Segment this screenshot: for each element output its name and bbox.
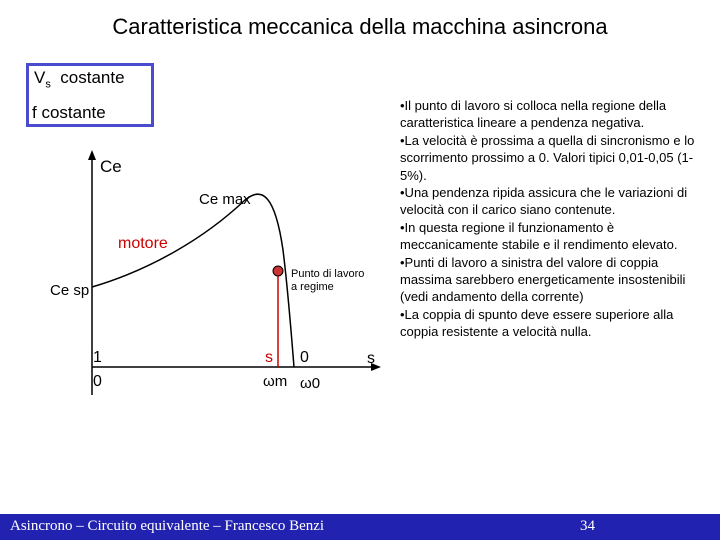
starting-torque-label: Ce sp	[50, 282, 90, 299]
operating-point-label-line2: a regime	[291, 281, 334, 293]
operating-point-marker	[273, 266, 283, 276]
page-number: 34	[580, 518, 595, 534]
torque-axis-arrow	[88, 150, 96, 160]
f-constant-label: f costante	[32, 103, 106, 122]
vs-subscript: s	[45, 78, 51, 91]
y-axis-label: Ce	[100, 157, 122, 176]
explanation-bullets	[400, 97, 708, 341]
bullet-item: •Il punto di lavoro si colloca nella regione della caratteristica lineare a pendenza negativa.	[400, 98, 667, 131]
slip-tick-s: s	[265, 349, 273, 366]
vs-text: costante	[60, 68, 125, 87]
omega-tick-m: ωm	[263, 373, 288, 390]
bullet-item: •In questa regione il funzionamento è meccanicamente stabile e il rendimento elevato.	[400, 219, 678, 253]
footer-bar	[0, 514, 720, 540]
operating-point-label-line1: Punto di lavoro	[291, 268, 365, 280]
bullet-item: •Una pendenza ripida assicura che le variazioni di velocità con il carico siano contenute.	[400, 185, 688, 218]
torque-curve	[92, 194, 294, 367]
footer-text: Asincrono – Circuito equivalente – Francesco Benzi	[10, 518, 325, 534]
omega-tick-synchronous: ω0	[300, 375, 321, 392]
peak-torque-label: Ce max	[199, 191, 251, 208]
operating-point-label	[291, 268, 364, 294]
omega-tick-0: 0	[93, 373, 102, 390]
slip-tick-0: 0	[300, 349, 309, 366]
bullet-item: •La coppia di spunto deve essere superiore alla coppia resistente a velocità nulla.	[400, 306, 674, 340]
motor-region-label: motore	[118, 235, 168, 252]
vs-symbol: V	[34, 68, 46, 87]
slip-tick-1: 1	[93, 349, 102, 366]
bullet-item: •Punti di lavoro a sinistra del valore di coppia massima sarebbero energeticamente insostenibili (vedi andamento della corrente)	[400, 254, 686, 305]
slide-title: Caratteristica meccanica della macchina asincrona	[112, 14, 608, 39]
slip-axis-label: s	[367, 350, 375, 367]
bullet-item: •La velocità è prossima a quella di sincronismo e lo scorrimento prossimo a 0. Valori tipici 0,01-0,05 (1-5%).	[400, 132, 695, 183]
